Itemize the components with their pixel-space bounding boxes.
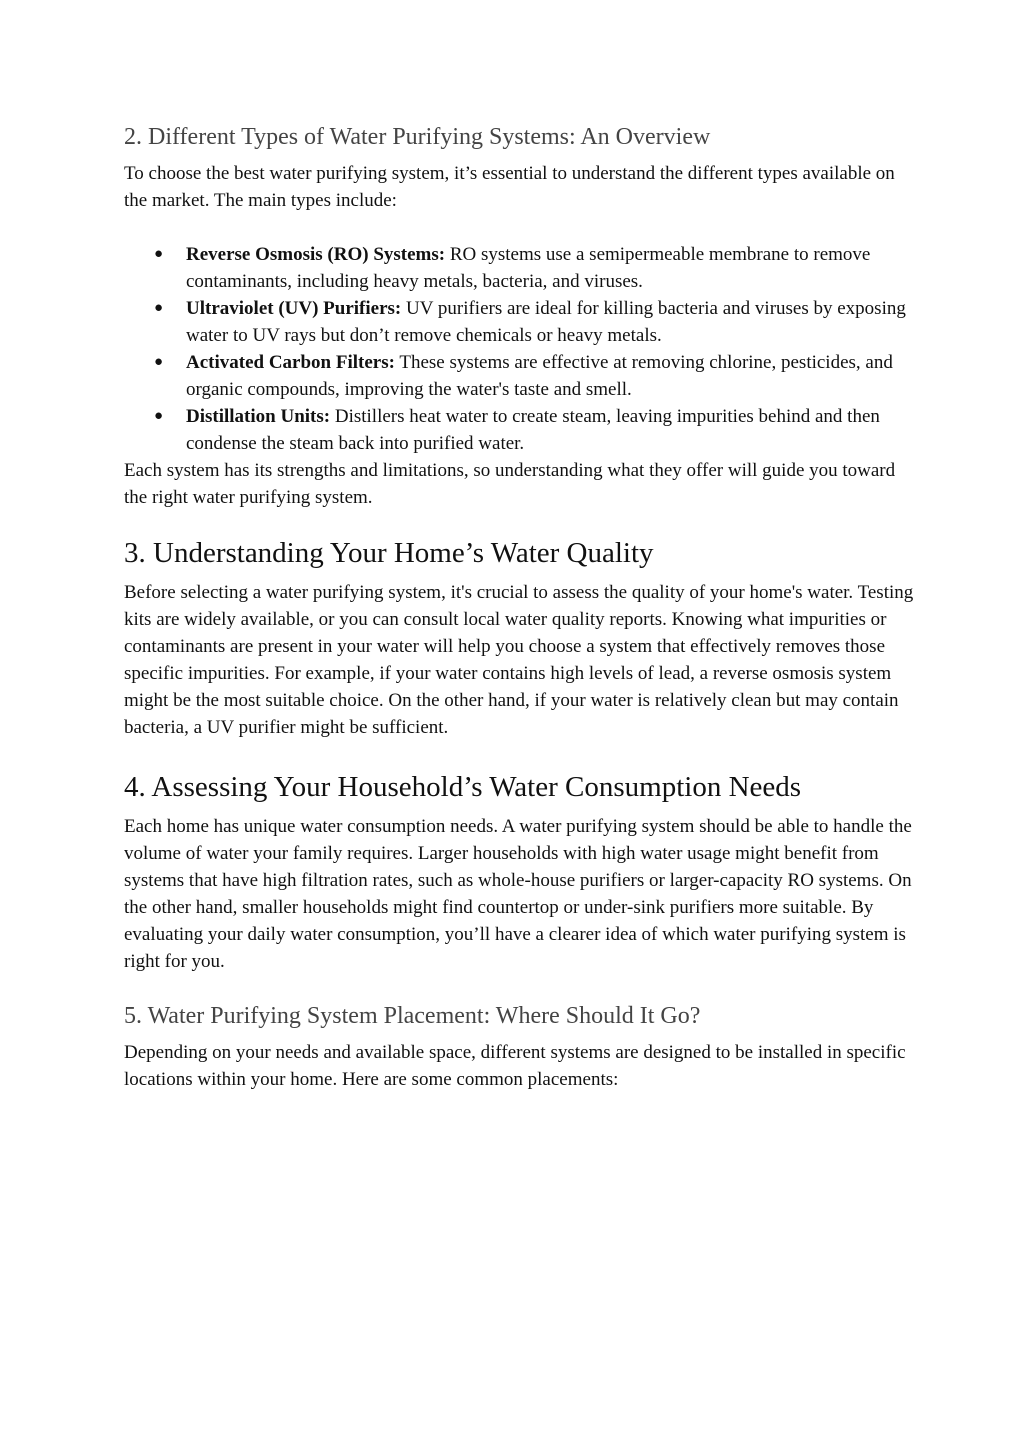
list-item [124, 295, 914, 349]
section-3-body: Before selecting a water purifying system, it's crucial to assess the quality of your home's water. Testing kits are widely available, or you can consult local water quality reports. Knowing what impurities or contaminants are present in your water will help you choose a system that effectively removes those specific impurities. For example, if your water contains high levels of lead, a reverse osmosis system might be the most suitable choice. On the other hand, if your water is relatively clean but may contain bacteria, a UV purifier might be sufficient. [124, 582, 914, 738]
section-2-outro: Each system has its strengths and limitations, so understanding what they offer will guide you toward the right water purifying system. [124, 460, 896, 508]
spacer [124, 975, 914, 997]
spacer [124, 511, 914, 533]
section-2-intro: To choose the best water purifying system, it’s essential to understand the different types available on the market. The main types include: [124, 163, 895, 211]
list-item [124, 403, 914, 457]
section-3-heading: 3. Understanding Your Home’s Water Quality [124, 537, 654, 569]
bullet-icon: ● [154, 408, 164, 424]
section-4-body: Each home has unique water consumption needs. A water purifying system should be able to handle the volume of water your family requires. Larger households with high water usage might benefit from systems that have high filtration rates, such as whole-house purifiers or larger-capacity RO systems. On the other hand, smaller households might find countertop or under-sink purifiers more suitable. By evaluating your daily water consumption, you’ll have a clearer idea of which water purifying system is right for you. [124, 816, 912, 972]
bullet-icon: ● [154, 246, 164, 262]
section-5-body: Depending on your needs and available space, different systems are designed to be installed in specific locations within your home. Here are some common placements: [124, 1042, 906, 1090]
spacer [124, 741, 914, 767]
bullet-icon: ● [154, 354, 164, 370]
purifier-types-list [124, 241, 914, 457]
bullet-icon: ● [154, 300, 164, 316]
list-item [124, 349, 914, 403]
list-item-term: Distillation Units: [186, 406, 331, 427]
list-item-text: Distillers heat water to create steam, leaving impurities behind and then condense the steam back into purified water. [186, 406, 880, 454]
list-item-term: Activated Carbon Filters: [186, 352, 395, 373]
list-item-text: UV purifiers are ideal for killing bacteria and viruses by exposing water to UV rays but don’t remove chemicals or heavy metals. [186, 298, 906, 346]
list-item [124, 241, 914, 295]
section-5-heading: 5. Water Purifying System Placement: Where Should It Go? [124, 1003, 701, 1029]
section-4-heading: 4. Assessing Your Household’s Water Consumption Needs [124, 771, 802, 803]
page-content [124, 118, 914, 1093]
list-item-term: Reverse Osmosis (RO) Systems: [186, 244, 446, 265]
list-item-text: These systems are effective at removing chlorine, pesticides, and organic compounds, improving the water's taste and smell. [186, 352, 893, 400]
list-item-text: RO systems use a semipermeable membrane to remove contaminants, including heavy metals, bacteria, and viruses. [186, 244, 871, 292]
section-2-heading: 2. Different Types of Water Purifying Systems: An Overview [124, 124, 711, 150]
list-item-term: Ultraviolet (UV) Purifiers: [186, 298, 402, 319]
